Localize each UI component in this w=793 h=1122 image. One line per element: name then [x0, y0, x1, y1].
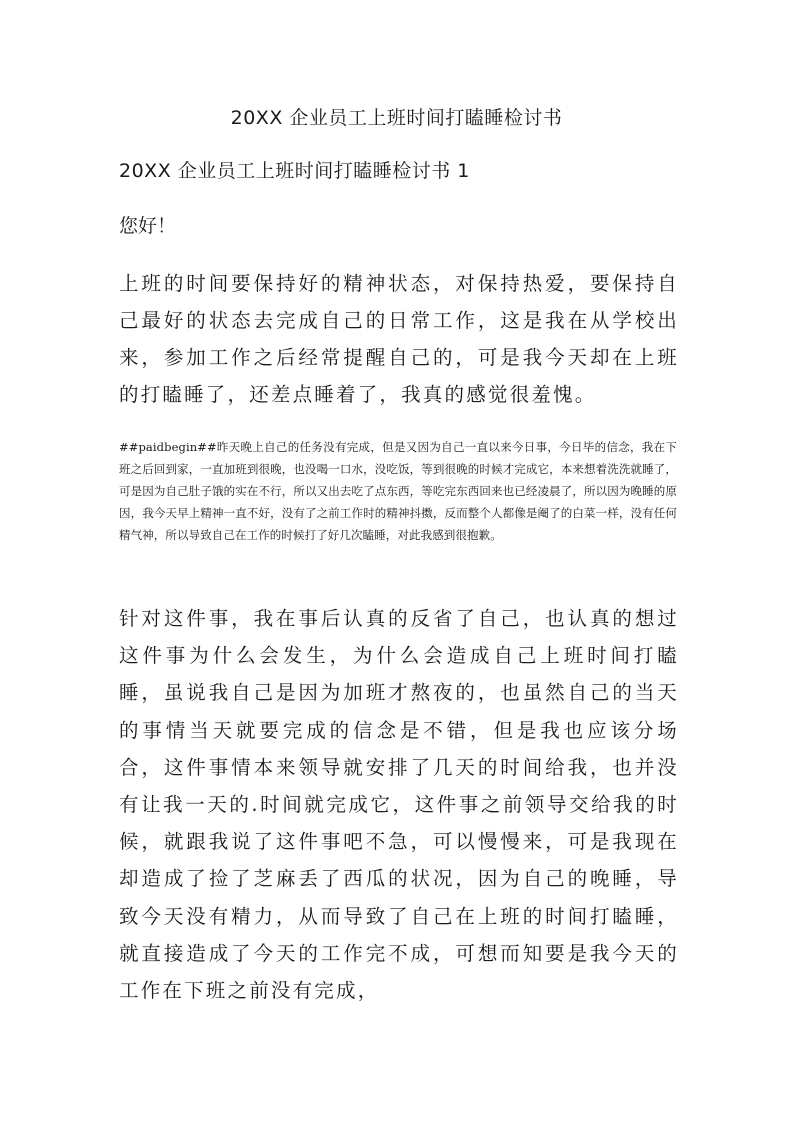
greeting: 您好！: [119, 215, 177, 237]
section-heading: 20XX 企业员工上班时间打瞌睡检讨书 1: [119, 160, 470, 182]
document-title: 20XX 企业员工上班时间打瞌睡检讨书: [230, 107, 563, 129]
paragraph-detail: ##paidbegin##昨天晚上自己的任务没有完成，但是又因为自己一直以来今日事，今日毕的信念，我在下班之后回到家，一直加班到很晚，也没喝一口水，没吃饭，等到很晚的时候才完成它，本来想着洗洗就睡了，可是因为自己肚子饿的实在不行，所以又出去吃了点东西，等吃完东西回来也已经凌晨了，所以因为晚睡的原因，我今天早上精神一直不好，没有了之前工作时的精神抖擞，反而整个人都像是阉了的白菜一样，没有任何精气神，所以导致自己在工作的时候打了好几次瞌睡，对此我感到很抱歉。: [119, 440, 677, 542]
paragraph-intro: 上班的时间要保持好的精神状态，对保持热爱，要保持自己最好的状态去完成自己的日常工作，这是我在从学校出来，参加工作之后经常提醒自己的，可是我今天却在上班的打瞌睡了，还差点睡着了，我真的感觉很羞愧。: [119, 272, 679, 406]
paragraph-reflection: 针对这件事，我在事后认真的反省了自己，也认真的想过这件事为什么会发生，为什么会造成自己上班时间打瞌睡，虽说我自己是因为加班才熬夜的，也虽然自己的当天的事情当天就要完成的信念是不错，但是我也应该分场合，这件事情本来领导就安排了几天的时间给我，也并没有让我一天的.时间就完成它，这件事之前领导交给我的时候，就跟我说了这件事吧不急，可以慢慢来，可是我现在却造成了捡了芝麻丢了西瓜的状况，因为自己的晚睡，导致今天没有精力，从而导致了自己在上班的时间打瞌睡，就直接造成了今天的工作完不成，可想而知要是我今天的工作在下班之前没有完成，: [119, 607, 679, 1003]
